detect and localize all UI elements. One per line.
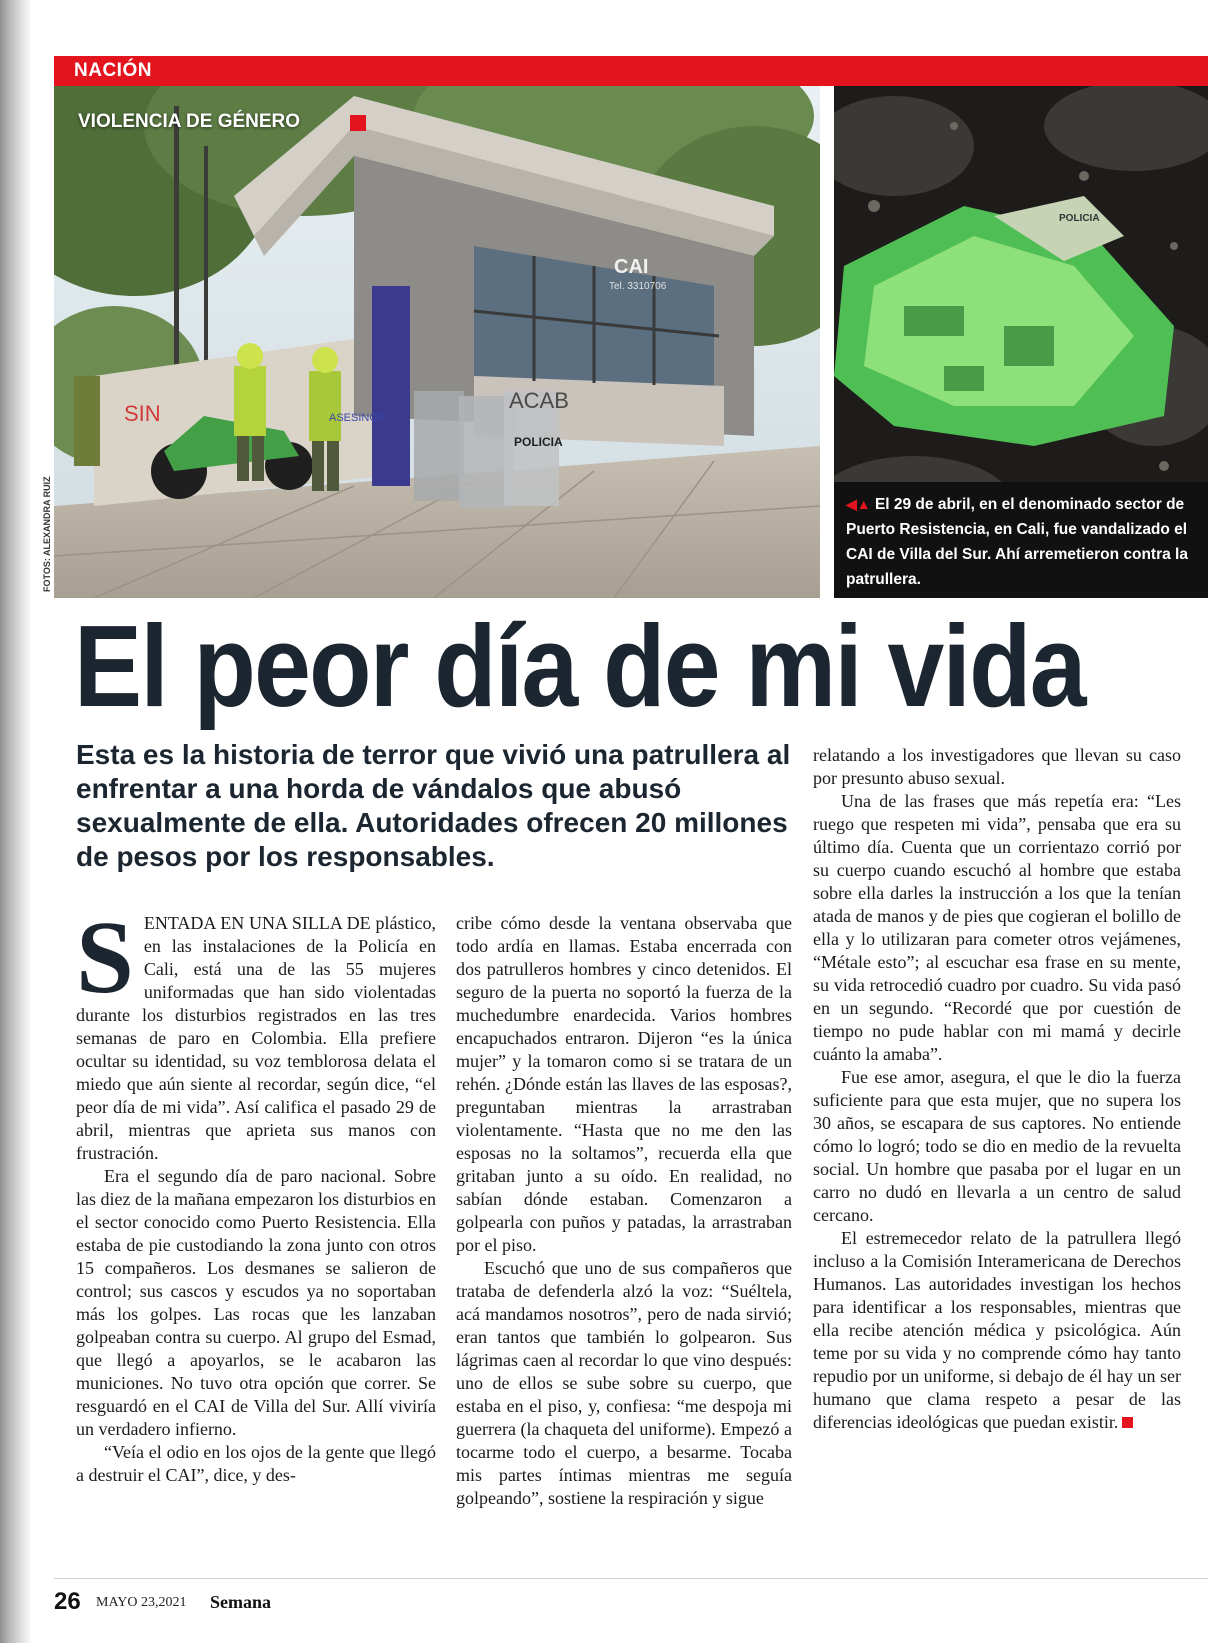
paragraph-4-cont: relatando a los investigadores que llevan su caso por presunto abuso sexual.: [813, 745, 1181, 788]
kicker-square: [350, 115, 366, 131]
main-photo: [54, 86, 820, 598]
dropcap: S: [76, 900, 134, 1015]
caption-text: El 29 de abril, en el denominado sector de Puerto Resistencia, en Cali, fue vandalizado el CAI de Villa del Sur. Ahí arremetieron contra la patrullera.: [846, 496, 1188, 588]
kicker: VIOLENCIA DE GÉNERO: [78, 111, 301, 132]
headline: El peor día de mi vida: [74, 601, 1085, 731]
deck: Esta es la historia de terror que vivió una patrullera al enfrentar a una horda de vándalos que abusó sexualmente de ella. Autoridades ofrecen 20 millones de pesos por los responsables.: [76, 739, 791, 872]
photo-credit: FOTOS: ALEXANDRA RUIZ: [42, 476, 52, 592]
paragraph-1: [76, 900, 436, 1165]
section-bar: [54, 56, 1208, 86]
lead-caps: ENTADA EN UNA SILLA DE: [143, 913, 371, 933]
section-label: NACIÓN: [74, 60, 152, 81]
caption-arrows-icon: ◀▲: [846, 496, 871, 512]
jacket-label: POLICIA: [1059, 213, 1100, 224]
magazine-page: [30, 0, 1222, 1643]
end-mark-square: [1122, 1417, 1133, 1428]
paragraph-3-start: “Veía el odio en los ojos de la gente que llegó a destruir el CAI”, dice, y des-: [76, 1442, 436, 1485]
paragraph-7: [813, 1227, 1181, 1434]
paragraph-3-cont: cribe cómo desde la ventana observaba que todo ardía en llamas. Estaba encerrada con dos patrulleros hombres y cinco detenidos. El seguro de la puerta no soportó la fuerza de la muchedumbre enardecida. Varios hombres encapuchados entraron. Dijeron “es la única mujer” y la tomaron como si se tratara de un rehén. ¿Dónde están las llaves de las esposas?, preguntaban mientras la arrastraban violentamente. “Hasta que no me den las esposas no la soltamos”, recuerda ella que gritaban junto a su oído. En realidad, no sabían dónde estaban. Comenzaron a golpearla con puños y patadas, la arrastraban por el piso.: [456, 913, 792, 1255]
article-column-3: [813, 744, 1181, 1434]
graffiti-acab: ACAB: [509, 388, 569, 413]
footer-rule: [54, 1578, 1208, 1579]
page-number: 26: [54, 1588, 81, 1615]
photo-caption-box: [834, 482, 1208, 598]
article-column-2: [456, 912, 792, 1510]
graffiti-sin: SIN: [124, 401, 161, 426]
page-spine-shadow: [0, 0, 30, 1643]
shield-label: POLICIA: [514, 435, 563, 449]
cai-phone: Tel. 3310706: [609, 281, 667, 292]
paragraph-4: Escuchó que uno de sus compañeros que trataba de defenderla alzó la voz: “Suéltela, acá mandamos nosotros”, pero de nada sirvió; eran tantos que también lo golpearon. Sus lágrimas caen al recordar lo que vino después: uno de ellos se sube sobre su cuerpo, que estaba en el piso, y, confiesa: “me despoja mi guerrera (la chaqueta del uniforme). Empezó a tocarme todo el cuerpo, a besarme. Tocaba mis partes íntimas mientras me seguía golpeando”, sostiene la respiración y sigue: [456, 1258, 792, 1508]
cai-booth-illustration: [54, 86, 820, 598]
photo-caption: [846, 492, 1196, 592]
paragraph-1-rest: plástico, en las instalaciones de la Policía en Cali, está una de las 55 mujeres uniformadas que han sido violentadas durante los disturbios registrados en las tres semanas de paro en Colombia. Ella prefiere ocultar su identidad, su voz temblorosa delata el miedo que aún siente al recordar, según dice, “el peor día de mi vida”. Así califica el pasado 29 de abril, mientras que aprieta sus manos con frustración.: [76, 913, 436, 1163]
paragraph-7-text: El estremecedor relato de la patrullera llegó incluso a la Comisión Interamericana de Derechos Humanos. Las autoridades investigan los hechos para identificar a los responsables, mientras que ella recibe atención médica y psicológica. Aún teme por su vida y no comprende cómo hay tanto repudio por un uniforme, si debajo de él hay un ser humano que clama respeto a pesar de las diferencias ideológicas que puedan existir.: [813, 1228, 1181, 1432]
paragraph-6: Fue ese amor, asegura, el que le dio la fuerza suficiente para que esta mujer, que no supera los 30 años, se escapara de sus captores. No entiende cómo lo logró; todo se dio en medio de la revuelta social. Un hombre que pasaba por el lugar en un carro no dudó en llevarla a un centro de salud cercano.: [813, 1067, 1181, 1225]
paragraph-5: Una de las frases que más repetía era: “Les ruego que respeten mi vida”, pensaba que era su último día. Cuenta que un corrientazo corrió por su cuerpo cuando escuchó al hombre que estaba sobre ella darles la instrucción a los que la tenían atada de manos y de pies que cogieran el bolillo de ella y lo utilizaran para cometer otros vejámenes, “Métale esto”; al escuchar esa frase en su mente, su vida retrocedió cuadro por cuadro. Su vida pasó en un segundo. “Recordé que por cuestión de tiempo no pude hablar con mi mamá y decirle cuánto la amaba”.: [813, 791, 1181, 1064]
article-column-1: [76, 900, 436, 1487]
footer-brand: Semana: [210, 1592, 272, 1612]
footer-date: MAYO 23,2021: [96, 1595, 187, 1610]
cai-sign: CAI: [614, 256, 649, 278]
graffiti-asesinos: ASESINOS: [329, 412, 386, 424]
paragraph-2: Era el segundo día de paro nacional. Sobre las diez de la mañana empezaron los disturbios en el sector conocido como Puerto Resistencia. Ella estaba de pie custodiando la zona junto con otros 15 compañeros. Los desmanes se salieron de control; sus cascos y escudos ya no soportaban más los golpes. Las rocas que les lanzaban golpeaban contra su cuerpo. Al grupo del Esmad, que llegó a apoyarlos, se le acabaron las municiones. No tuvo otra opción que correr. Se resguardó en el CAI de Villa del Sur. Allí viviría un verdadero infierno.: [76, 1166, 436, 1439]
photo-divider: [820, 86, 834, 598]
